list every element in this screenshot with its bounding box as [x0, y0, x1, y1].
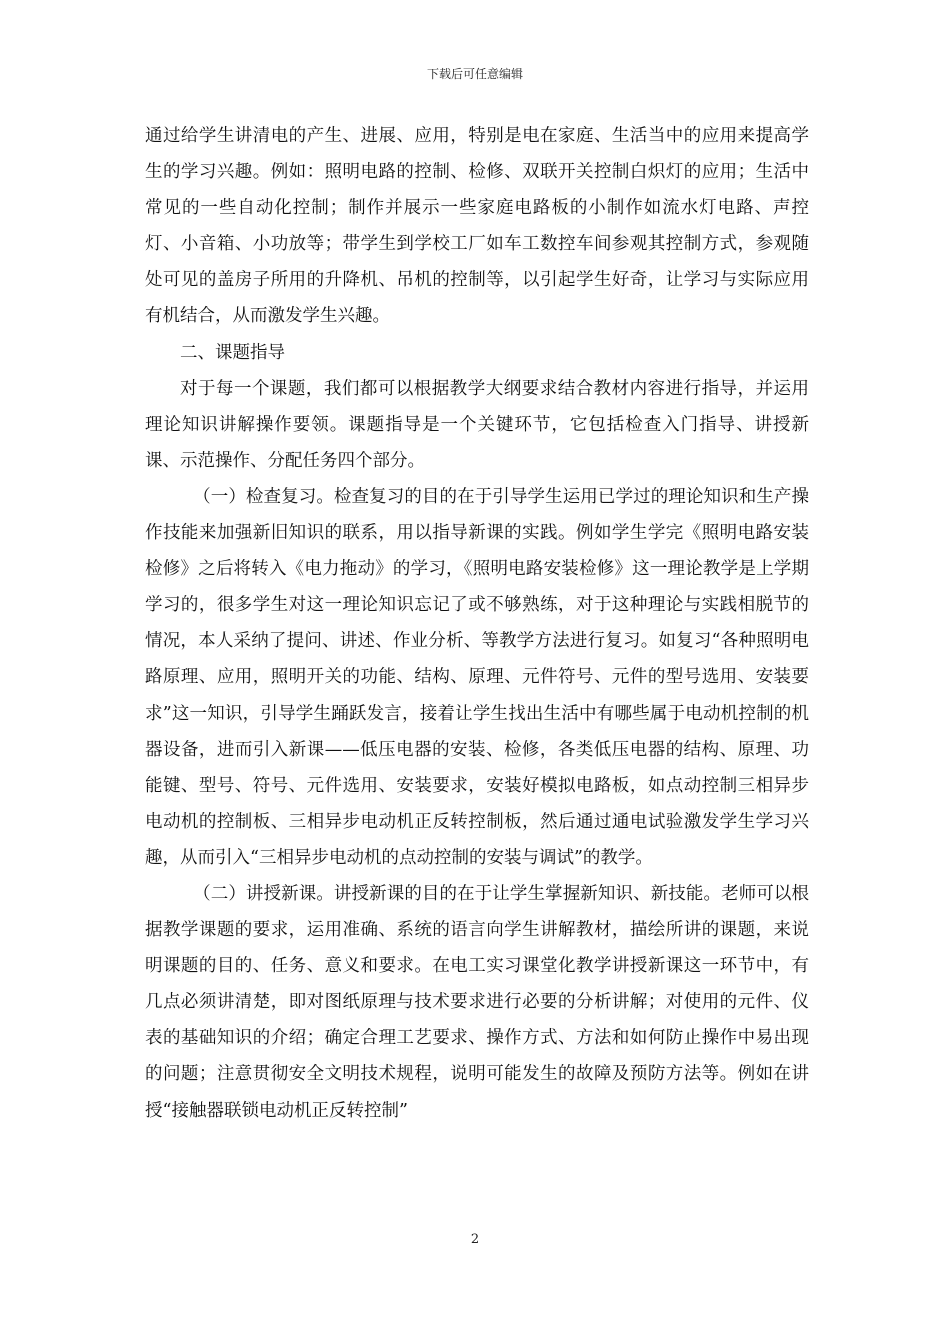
- paragraph-topic-guidance: 对于每一个课题，我们都可以根据教学大纲要求结合教材内容进行指导，并运用理论知识讲解操作要领。课题指导是一个关键环节，它包括检查入门指导、讲授新课、示范操作、分配任务四个部分。: [145, 378, 809, 471]
- page-number: 2: [470, 1232, 480, 1247]
- page-header: 下载后可任意编辑: [426, 67, 523, 81]
- paragraph-new-lesson: （二）讲授新课。讲授新课的目的在于让学生掌握新知识、新技能。老师可以根据教学课题的要求，运用准确、系统的语言向学生讲解教材，描绘所讲的课题，来说明课题的目的、任务、意义和要求。在电工实习课堂化教学讲授新课这一环节中，有几点必须讲清楚，即对图纸原理与技术要求进行必要的分析讲解；对使用的元件、仪表的基础知识的介绍；确定合理工艺要求、操作方式、方法和如何防止操作中易出现的问题；注意贯彻安全文明技术规程，说明可能发生的故障及预防方法等。例如在讲授“接触器联锁电动机正反转控制”: [145, 883, 809, 1121]
- paragraph-intro-continuation: 通过给学生讲清电的产生、进展、应用，特别是电在家庭、生活当中的应用来提高学生的学习兴趣。例如：照明电路的控制、检修、双联开关控制白炽灯的应用；生活中常见的一些自动化控制；制作并展示一些家庭电路板的小制作如流水灯电路、声控灯、小音箱、小功放等；带学生到学校工厂如车工数控车间参观其控制方式，参观随处可见的盖房子所用的升降机、吊机的控制等，以引起学生好奇，让学习与实际应用有机结合，从而激发学生兴趣。: [145, 126, 809, 327]
- paragraph-review-check: （一）检查复习。检查复习的目的在于引导学生运用已学过的理论知识和生产操作技能来加强新旧知识的联系，用以指导新课的实践。例如学生学完《照明电路安装检修》之后将转入《电力拖动》的学习，《照明电路安装检修》这一理论教学是上学期学习的，很多学生对这一理论知识忘记了或不够熟练，对于这种理论与实践相脱节的情况，本人采纳了提问、讲述、作业分析、等教学方法进行复习。如复习“各种照明电路原理、应用，照明开关的功能、结构、原理、元件符号、元件的型号选用、安装要求”这一知识，引导学生踊跃发言，接着让学生找出生活中有哪些属于电动机控制的机器设备，进而引入新课——低压电器的安装、检修，各类低压电器的结构、原理、功能键、型号、符号、元件选用、安装要求，安装好模拟电路板，如点动控制三相异步电动机的控制板、三相异步电动机正反转控制板，然后通过通电试验激发学生学习兴趣，从而引入“三相异步电动机的点动控制的安装与调试”的教学。: [145, 486, 809, 868]
- document-body: [145, 118, 809, 1129]
- section-heading-topic-guidance: 二、课题指导: [180, 342, 285, 363]
